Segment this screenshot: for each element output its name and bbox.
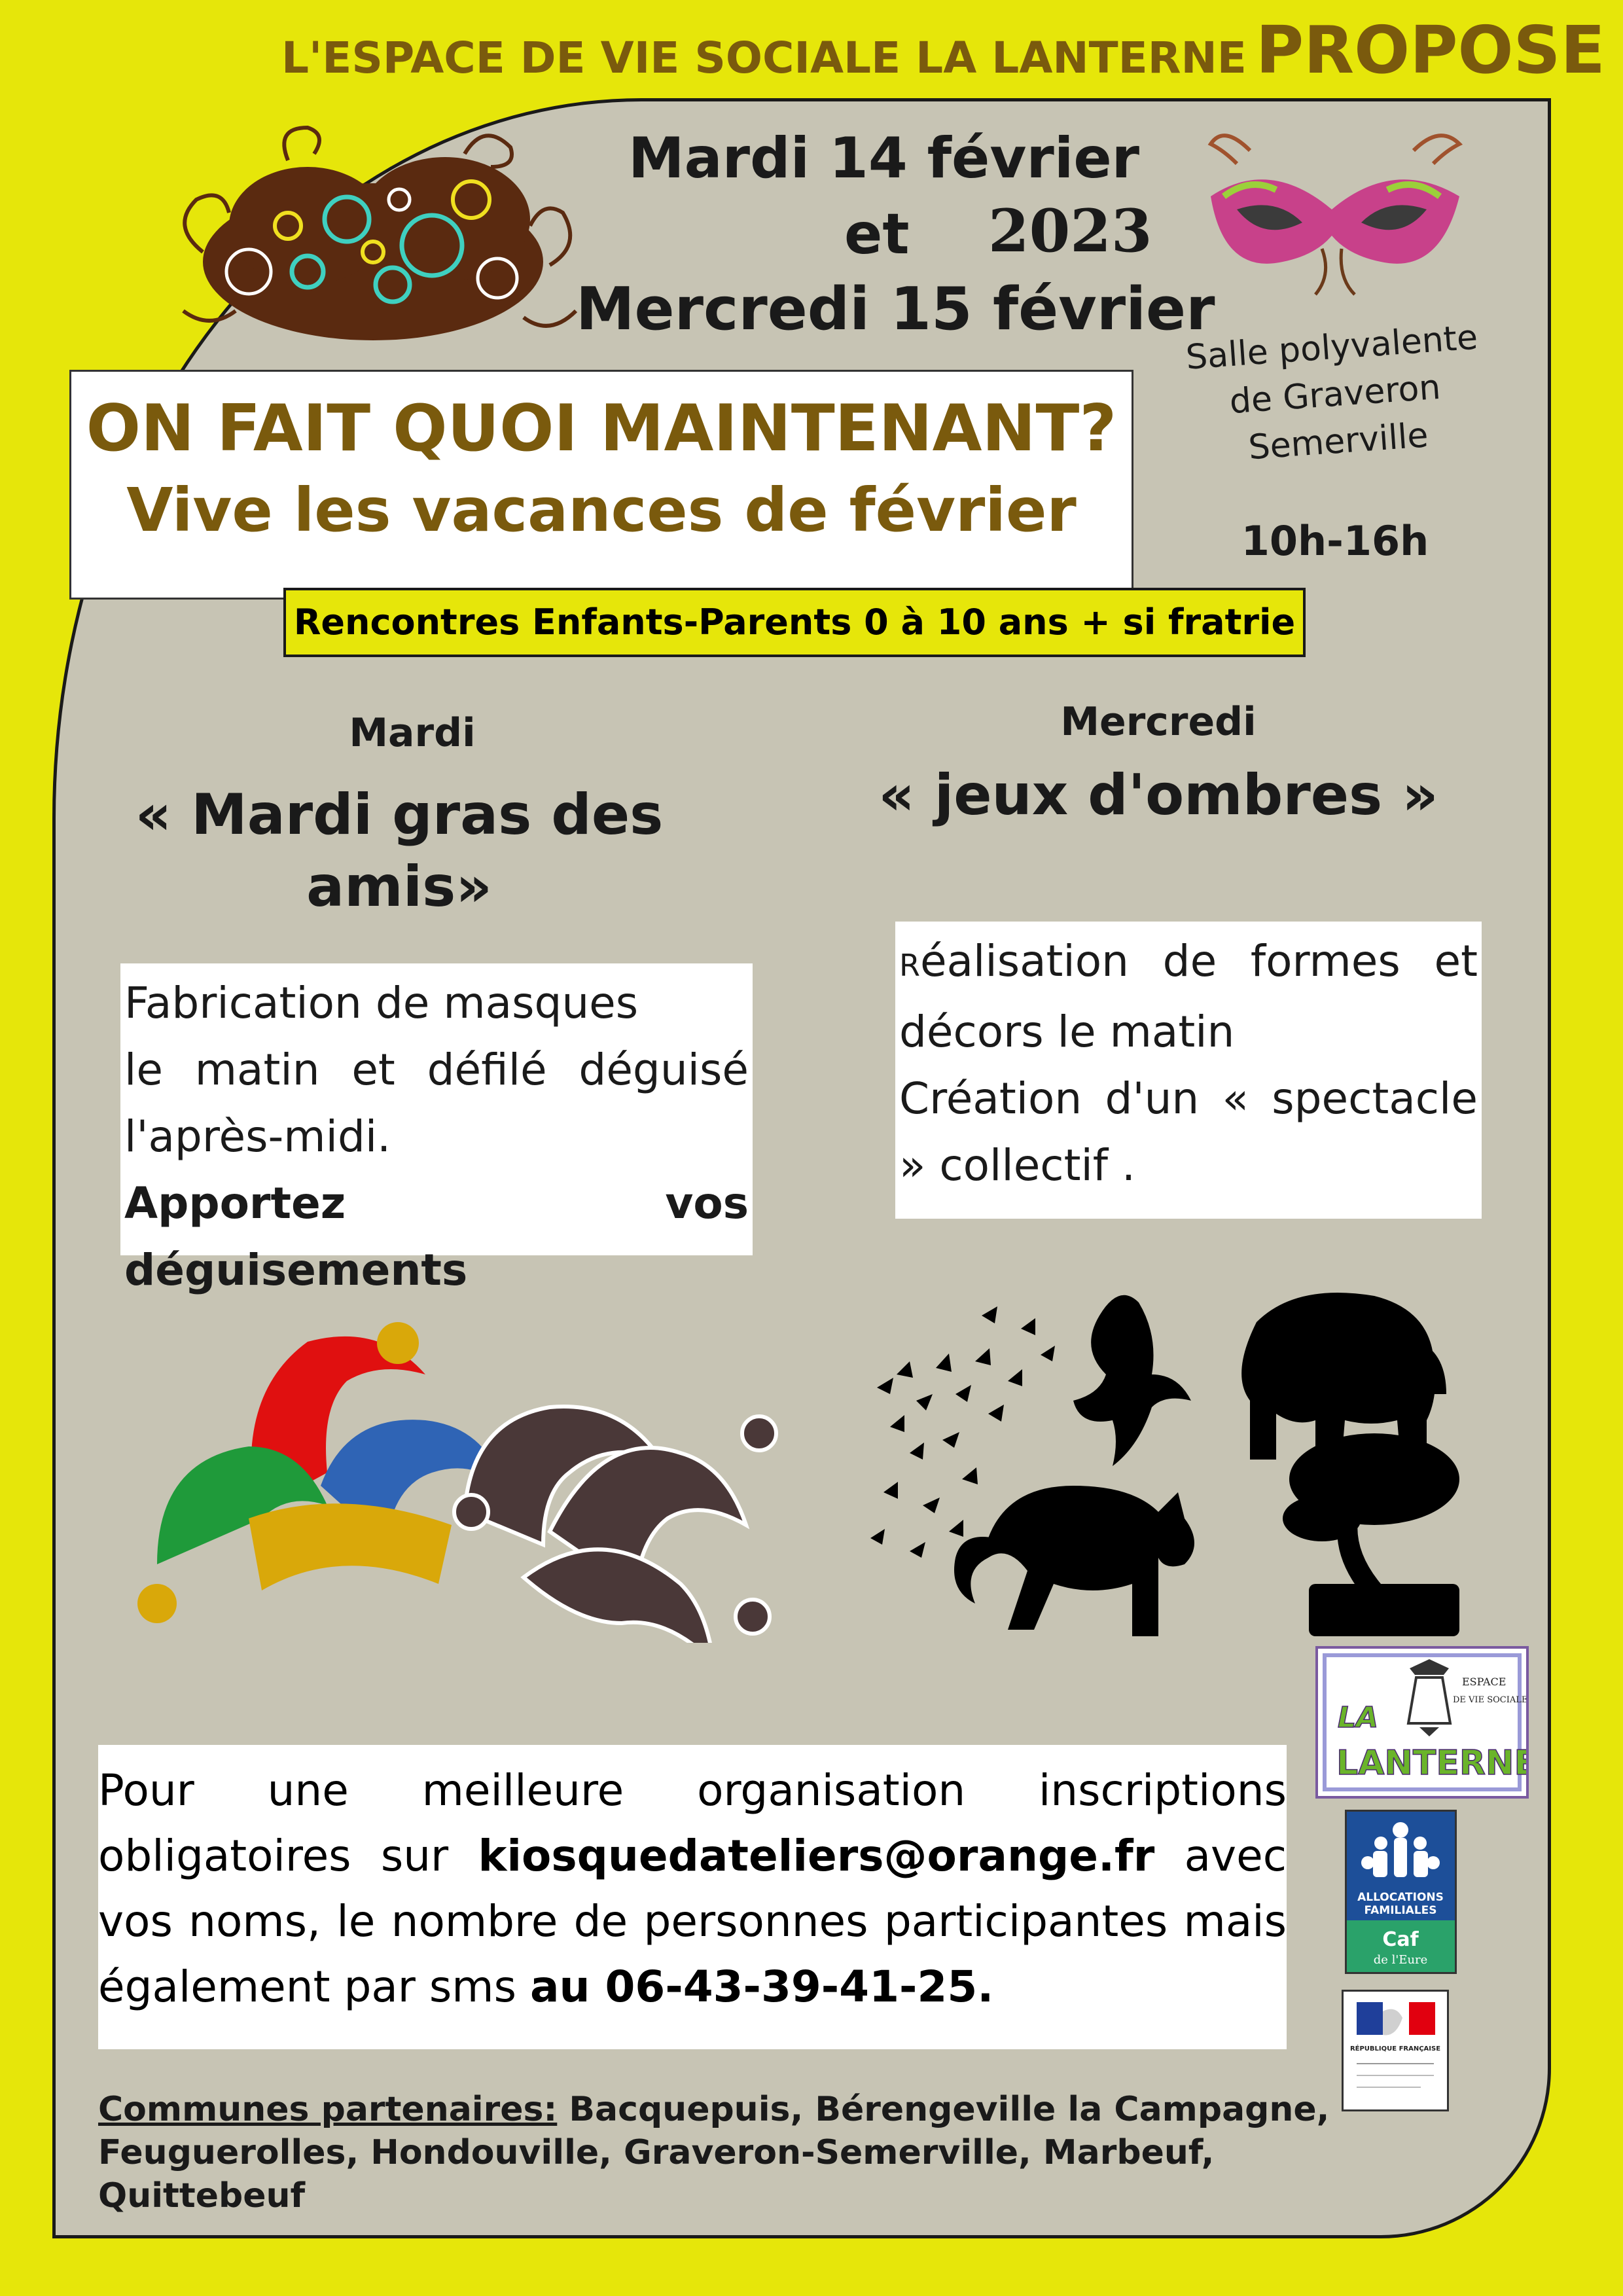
svg-text:LANTERNE: LANTERNE [1336, 1744, 1526, 1783]
shadow-silhouettes-icon [851, 1244, 1492, 1689]
elephant-icon [1241, 1293, 1446, 1460]
venue-block [1154, 312, 1516, 477]
main-subtitle: Vive les vacances de février [126, 475, 1077, 545]
tuesday-theme [105, 779, 694, 923]
audience-strip: Rencontres Enfants-Parents 0 à 10 ans + si fratrie [283, 588, 1306, 657]
tuesday-label: Mardi [349, 710, 476, 756]
date-year: 2023 [988, 196, 1152, 266]
tuesday-description [120, 963, 753, 1295]
bird-icon [1073, 1295, 1191, 1466]
svg-text:DE VIE SOCIALE: DE VIE SOCIALE [1453, 1695, 1526, 1705]
svg-text:Caf: Caf [1382, 1928, 1419, 1951]
tuesday-desc-bold: Apportez vos déguisements [124, 1178, 749, 1295]
wednesday-desc-line-1: éalisation de formes et décors le matin [899, 936, 1478, 1057]
venue-line-3: Semerville [1247, 416, 1430, 468]
carnival-mask-icon [1198, 124, 1472, 301]
svg-text:RÉPUBLIQUE FRANÇAISE: RÉPUBLIQUE FRANÇAISE [1349, 2045, 1441, 2053]
wednesday-desc-first-letter: R [899, 948, 920, 983]
caf-people-icon [1347, 1812, 1455, 1972]
date-line-3: Mercredi 15 février [576, 275, 1215, 344]
svg-text:LA: LA [1338, 1701, 1379, 1734]
communes-label: Communes partenaires: [98, 2090, 558, 2129]
tuesday-theme-line-2: amis» [306, 854, 492, 920]
date-et: et [844, 202, 910, 267]
svg-text:FAMILIALES: FAMILIALES [1364, 1904, 1437, 1917]
cat-icon [954, 1486, 1194, 1636]
swirl-ornament-icon [157, 121, 589, 353]
partner-communes [98, 2088, 1407, 2217]
svg-text:ALLOCATIONS: ALLOCATIONS [1357, 1891, 1444, 1904]
wednesday-label: Mercredi [1060, 699, 1257, 745]
svg-text:de l'Eure: de l'Eure [1373, 1953, 1428, 1967]
main-title: ON FAIT QUOI MAINTENANT? [86, 391, 1117, 466]
info-text-2: avec vos noms, le nombre de personnes participantes mais également par sms [98, 1831, 1287, 2012]
registration-info [98, 1745, 1287, 2049]
jester-hats-icon [131, 1316, 798, 1643]
date-line-1: Mardi 14 février [628, 126, 1140, 191]
venue-line-2: de Graveron [1228, 367, 1442, 422]
wednesday-desc-line-2: Création d'un « spectacle » collectif . [899, 1073, 1478, 1191]
main-title-box [69, 370, 1133, 600]
top-banner [281, 12, 1605, 88]
tuesday-desc-line-2: le matin et défilé déguisé l'après-midi. [124, 1045, 749, 1162]
la-lanterne-logo [1315, 1646, 1529, 1799]
banner-propose: PROPOSE [1255, 12, 1605, 88]
tuesday-desc-line-1: Fabrication de masques [124, 978, 639, 1028]
lantern-icon [1318, 1649, 1526, 1796]
wednesday-description [895, 922, 1482, 1219]
contact-email[interactable]: kiosquedateliers@orange.fr [478, 1831, 1155, 1881]
tuesday-theme-line-1: « Mardi gras des [135, 782, 664, 848]
info-text-1: Pour une meilleure organisation inscriptions obligatoires sur [98, 1765, 1287, 1881]
venue-line-1: Salle polyvalente [1185, 317, 1479, 378]
svg-text:ESPACE: ESPACE [1462, 1676, 1507, 1688]
venue-hours: 10h-16h [1241, 517, 1429, 565]
wednesday-theme: « jeux d'ombres » [878, 762, 1438, 828]
banner-text: L'ESPACE DE VIE SOCIALE LA LANTERNE [281, 33, 1247, 83]
contact-phone[interactable]: au 06-43-39-41-25. [529, 1962, 994, 2012]
bonsai-icon [1283, 1433, 1459, 1636]
communes-list: Bacquepuis, Bérengeville la Campagne, Feuguerolles, Hondouville, Graveron-Semerville, Marbeuf, Quittebeuf [98, 2090, 1330, 2215]
caf-logo [1345, 1810, 1457, 1974]
